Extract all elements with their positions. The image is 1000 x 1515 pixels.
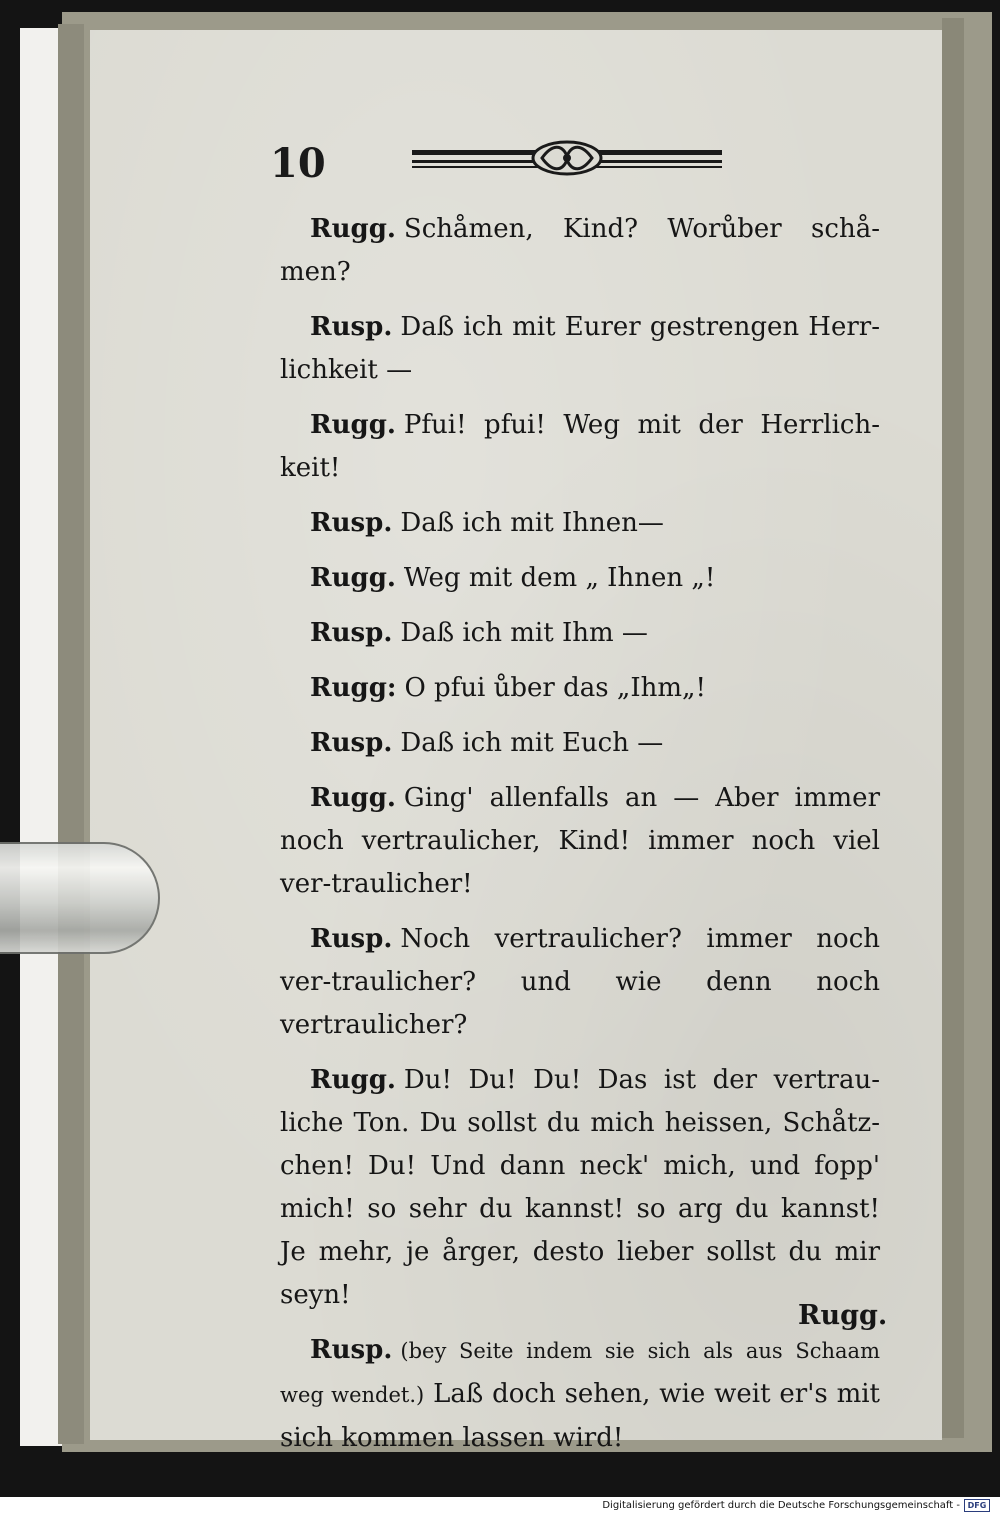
speaker-name: Rusp. (310, 1335, 393, 1365)
dialogue-paragraph (280, 1329, 880, 1460)
dialogue-text: Daß ich mit Ihm — (400, 618, 648, 648)
dialogue-text: Daß ich mit Eurer gestrengen Herr-lichkeit — (280, 312, 880, 385)
text-block (280, 208, 880, 1472)
page-number: 10 (270, 140, 326, 187)
dialogue-paragraph (280, 918, 880, 1047)
speaker-name: Rugg. (310, 214, 396, 244)
dialogue-paragraph (280, 612, 880, 655)
dialogue-text: Daß ich mit Euch — (400, 728, 664, 758)
dialogue-paragraph (280, 667, 880, 710)
dfg-logo: DFG (964, 1499, 990, 1512)
dialogue-text: Daß ich mit Ihnen— (400, 508, 664, 538)
dialogue-paragraph (280, 208, 880, 294)
dialogue-text: Ging' allenfalls an — Aber immer noch vertraulicher, Kind! immer noch viel ver-traulicher! (280, 783, 880, 899)
dialogue-text: Laß doch sehen, wie weit er's mit sich kommen lassen wird! (280, 1379, 880, 1453)
dialogue-paragraph (280, 404, 880, 490)
speaker-name: Rugg. (310, 1065, 396, 1095)
dialogue-paragraph (280, 777, 880, 906)
dialogue-text: Schåmen, Kind? Worůber schå-men? (280, 214, 880, 287)
dialogue-paragraph (280, 306, 880, 392)
stage-direction: (bey Seite indem sie sich als aus Schaam weg wendet.) (280, 1339, 880, 1407)
speaker-name: Rusp. (310, 618, 393, 648)
dialogue-paragraph (280, 502, 880, 545)
page-clip (0, 842, 160, 954)
speaker-name: Rugg. (310, 410, 396, 440)
speaker-name: Rusp. (310, 924, 393, 954)
dialogue-paragraph (280, 722, 880, 765)
ornament-rule (412, 138, 722, 180)
speaker-name: Rugg. (310, 563, 396, 593)
dialogue-text: Noch vertraulicher? immer noch ver-traulicher? und wie denn noch vertraulicher? (280, 924, 880, 1040)
digitization-credit: Digitalisierung gefördert durch die Deutsche Forschungsgemeinschaft - (602, 1500, 960, 1511)
speaker-name: Rugg. (310, 783, 396, 813)
page-edge (942, 18, 964, 1438)
dialogue-text: Du! Du! Du! Das ist der vertrau-liche Ton. Du sollst du mich heissen, Schåtz-chen! Du! Und dann neck' mich, und fopp' mich! so sehr du kannst! so arg du kannst! Je mehr, je årger, desto lieber sollst du mir seyn! (280, 1065, 880, 1310)
dialogue-text: Weg mit dem „ Ihnen „! (403, 563, 716, 593)
dialogue-text: O pfui ůber das „Ihm„! (404, 673, 706, 703)
speaker-name: Rusp. (310, 312, 393, 342)
speaker-name: Rusp. (310, 508, 393, 538)
speaker-name: Rusp. (310, 728, 393, 758)
dialogue-paragraph (280, 1059, 880, 1317)
speaker-name: Rugg: (310, 673, 397, 703)
left-paper-strip (20, 28, 62, 1446)
dialogue-text: Pfui! pfui! Weg mit der Herrlich-keit! (280, 410, 880, 483)
dialogue-paragraph (280, 557, 880, 600)
left-strip-shadow (58, 24, 84, 1444)
catchword: Rugg. (798, 1300, 888, 1331)
